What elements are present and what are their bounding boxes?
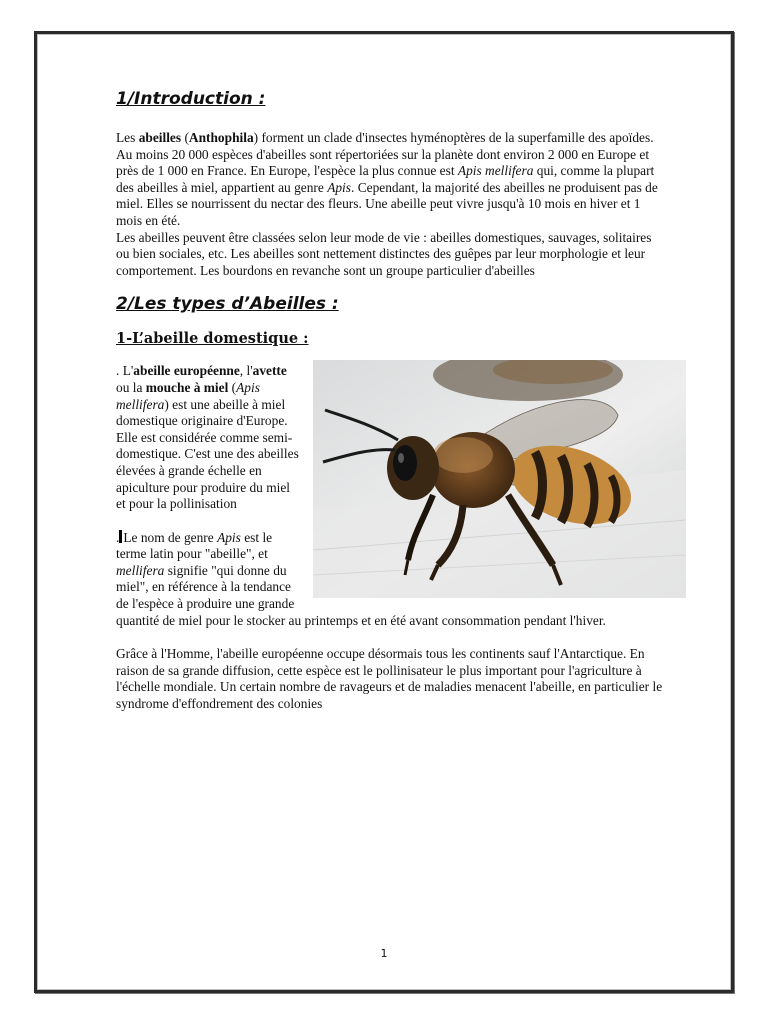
text-run: Le nom de genre xyxy=(123,529,218,545)
text-run: ( xyxy=(228,379,237,395)
text-run: Les xyxy=(116,130,139,145)
text-run: . xyxy=(116,529,120,545)
text-run: . Cependant, la majorité des abeilles ne produisent pas de miel. Elles se nourrissent du nectar des fleurs. Une abeille peut vivre jusqu'à 10 mois en hiver et 1 mois en été. xyxy=(116,179,658,228)
intro-paragraph-1 xyxy=(116,130,668,230)
term-apis: Apis xyxy=(327,179,351,195)
text-run: ) forment un clade d'insectes hyménoptères de la superfamille des apoïdes. Au moins 20 000 espèces d'abeilles sont répertoriées sur la planète dont environ 2 000 en Europe et près de 1 000 en France. En Europe, l'espèce la plus connue est xyxy=(116,130,654,179)
document-body xyxy=(116,86,668,713)
text-run: ou la xyxy=(116,379,146,395)
term-avette: avette xyxy=(252,363,287,379)
distribution-paragraph: Grâce à l'Homme, l'abeille européenne occupe désormais tous les continents sauf l'Antarctique. En raison de sa grande diffusion, cette espèce est le pollinisateur le plus important pour l'agriculture à l'échelle mondiale. Un certain nombre de ravageurs et de maladies menacent l'abeille, en particulier le syndrome d'effondrement des colonies xyxy=(116,646,663,712)
text-run: ( xyxy=(181,130,189,145)
text-run: , l' xyxy=(239,363,253,379)
term-apis-mellifera: Apis mellifera xyxy=(457,163,534,179)
term-mellifera: mellifera xyxy=(116,562,165,578)
term-abeilles: abeilles xyxy=(138,130,182,145)
term-apis-mellifera: Apis mellifera xyxy=(116,379,260,412)
text-run: qui, comme la plupart des abeilles à miel, appartient au genre xyxy=(116,163,655,195)
introduction-heading: 1/Introduction : xyxy=(116,89,266,109)
page-number: 1 xyxy=(380,947,388,960)
types-heading: 2/Les types d’Abeilles : xyxy=(116,294,339,315)
term-apis: Apis xyxy=(217,529,241,545)
text-run: est le terme latin pour "abeille", et xyxy=(116,529,273,562)
text-run: ) est une abeille à miel domestique originaire d'Europe. Elle est considérée comme semi-domestique. C'est une des abeilles élevées à grande échelle en apiculture pour produire du miel et pour la pollinisation xyxy=(116,396,299,512)
term-abeille-europeenne: abeille européenne xyxy=(133,363,240,379)
text-run: signifie "qui donne du miel", en référence à la tendance de l'espèce à produire une grande quantité de miel pour le stocker au printemps et en été avant consommation pendant l'hiver. xyxy=(116,562,606,628)
domestic-bee-subheading: 1-L’abeille domestique : xyxy=(116,330,309,348)
term-mouche-a-miel: mouche à miel xyxy=(145,379,229,395)
term-anthophila: Anthophila xyxy=(188,130,254,145)
intro-paragraph-2: Les abeilles peuvent être classées selon leur mode de vie : abeilles domestiques, sauvages, solitaires ou bien sociales, etc. Les abeilles sont nettement distinctes des guêpes par leur morphologie et leur comportement. Les bourdons en revanche sont un groupe particulier d'abeilles xyxy=(116,229,652,278)
text-cursor xyxy=(119,530,122,543)
text-run: . L' xyxy=(116,363,134,379)
bee-photo xyxy=(313,360,686,598)
